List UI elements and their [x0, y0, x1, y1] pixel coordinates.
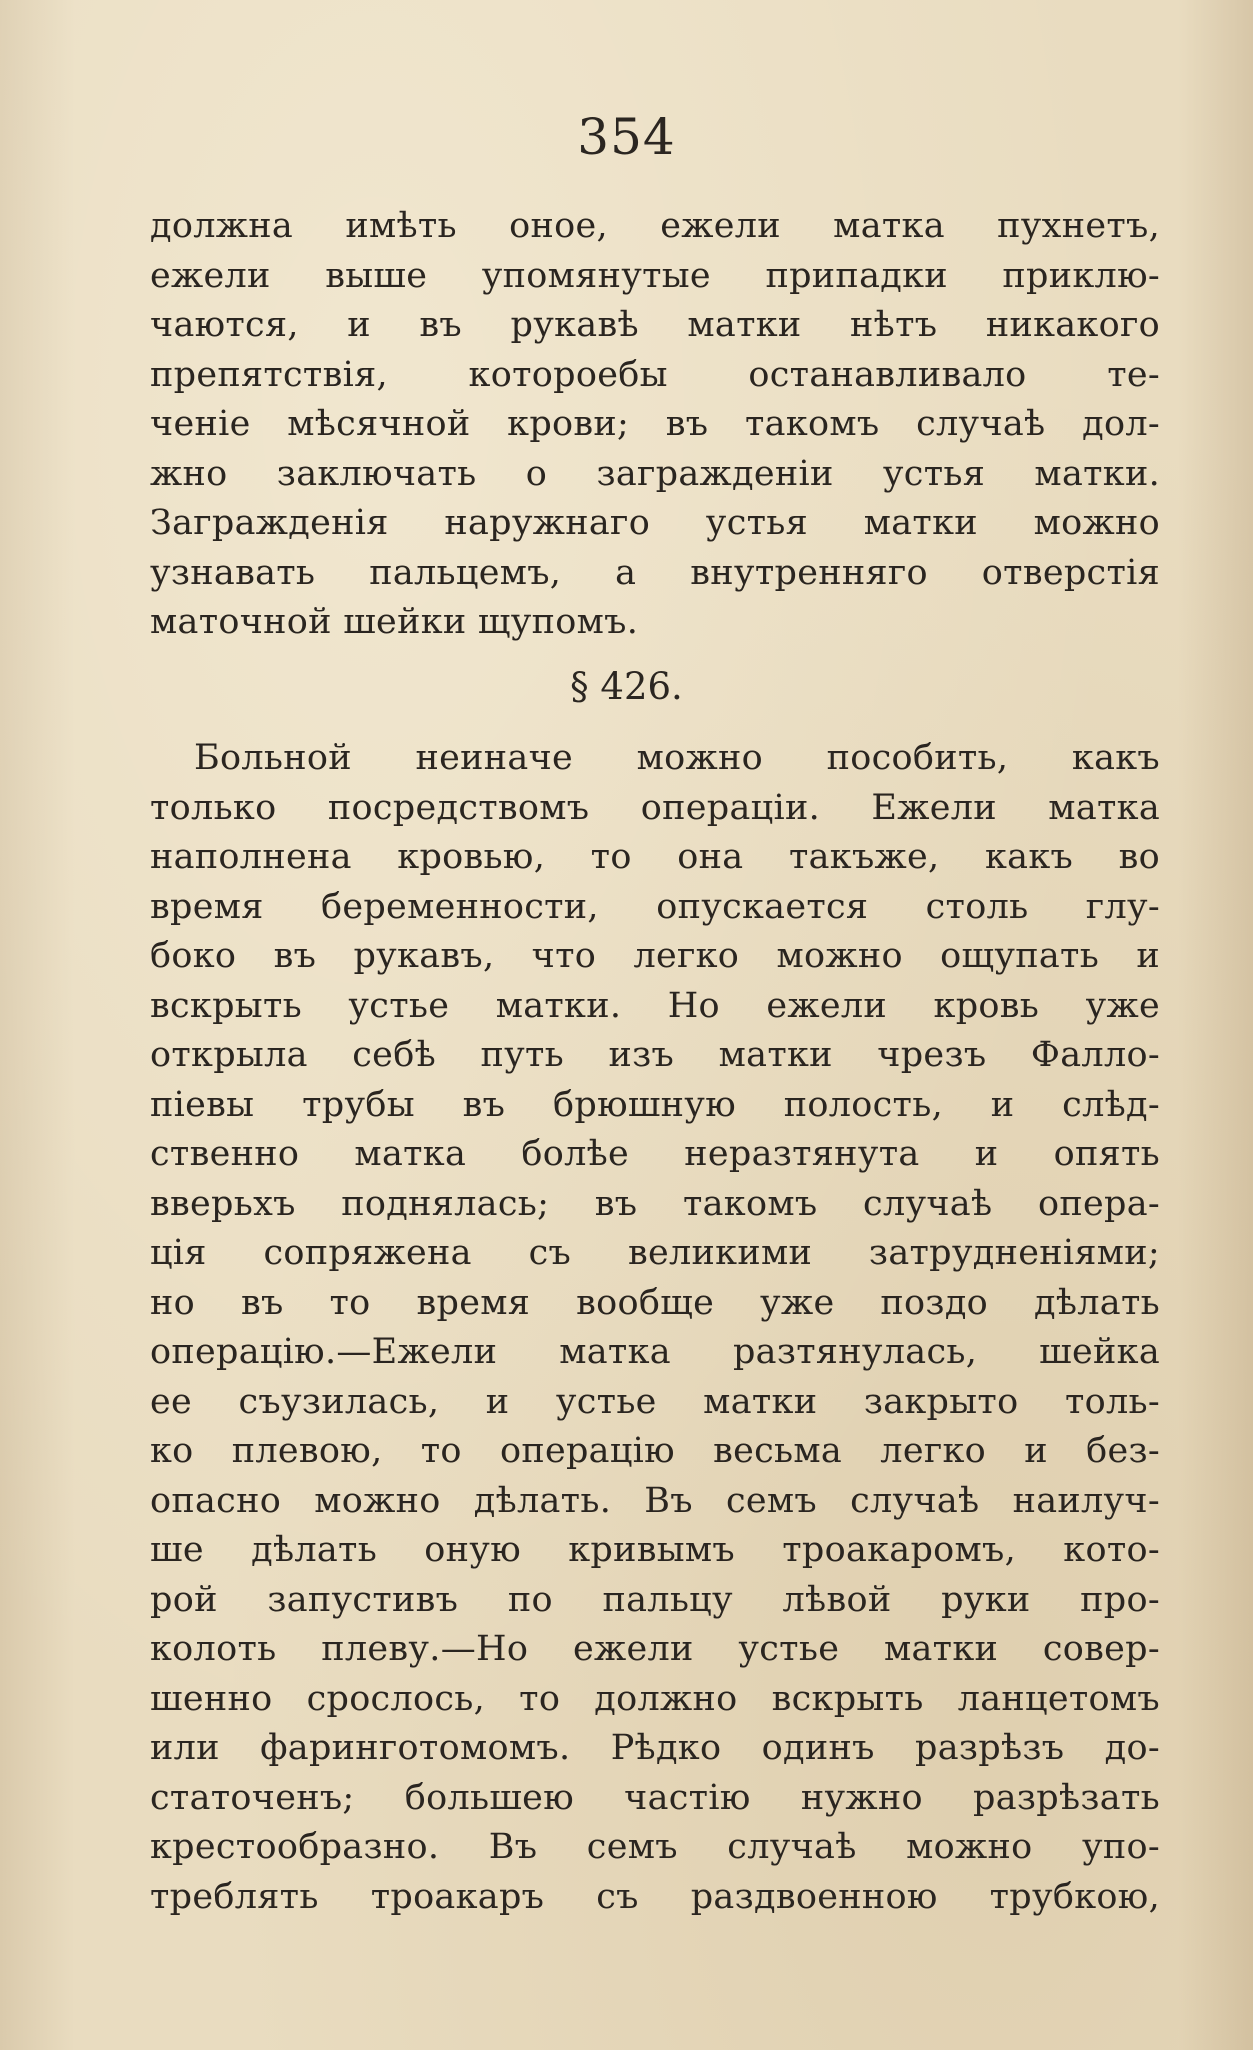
text-line: треблять троакаръ съ раздвоенною трубкою,	[150, 1876, 1160, 1917]
text-line: ченіе мѣсячной крови; въ такомъ случаѣ дол-	[150, 404, 1160, 444]
text-line: или фаринготомомъ. Рѣдко одинъ разрѣзъ до-	[150, 1728, 1160, 1768]
text-line: но въ то время вообще уже поздо дѣлать	[150, 1282, 1160, 1323]
text-line: опасно можно дѣлать. Въ семъ случаѣ наилуч-	[150, 1480, 1160, 1521]
text-line: ко плевою, то операцію весьма легко и без-	[150, 1431, 1160, 1471]
paragraph-section-426	[150, 734, 1160, 1922]
text-line: Больной неиначе можно пособить, какъ	[194, 738, 1160, 778]
page-number: 354	[577, 108, 676, 166]
text-line: должна имѣть оное, ежели матка пухнетъ,	[150, 206, 1160, 246]
text-line: препятствія, котороебы останавливало те-	[150, 354, 1160, 395]
text-line: шенно срослось, то должно вскрыть ланцетомъ	[150, 1678, 1160, 1719]
text-line: ше дѣлать оную кривымъ троакаромъ, кото-	[150, 1530, 1160, 1570]
text-line: вскрыть устье матки. Но ежели кровь уже	[150, 985, 1160, 1026]
text-line: ее съузилась, и устье матки закрыто толь-	[150, 1381, 1160, 1422]
text-line: боко въ рукавъ, что легко можно ощупать и	[150, 936, 1160, 976]
text-line: наполнена кровью, то она такъже, какъ во	[150, 837, 1160, 877]
text-line: статоченъ; большею частію нужно разрѣзать	[150, 1777, 1160, 1818]
paragraph-continued	[150, 202, 1160, 648]
text-line: узнавать пальцемъ, а внутренняго отверстія	[150, 552, 1160, 593]
text-line: маточной шейки щупомъ.	[150, 602, 639, 642]
text-line: жно заключать о загражденіи устья матки.	[150, 453, 1160, 494]
text-line: колоть плеву.—Но ежели устье матки совер-	[150, 1629, 1160, 1669]
text-line: рой запустивъ по пальцу лѣвой руки про-	[150, 1579, 1160, 1620]
text-line: ція сопряжена съ великими затрудненіями;	[150, 1233, 1160, 1273]
section-heading: § 426.	[570, 665, 683, 708]
text-line: ежели выше упомянутые припадки приклю-	[150, 255, 1160, 296]
text-line: только посредствомъ операціи. Ежели матка	[150, 787, 1160, 828]
text-line: чаются, и въ рукавѣ матки нѣтъ никакого	[150, 305, 1160, 345]
text-line: піевы трубы въ брюшную полость, и слѣд-	[150, 1084, 1160, 1125]
text-line: крестообразно. Въ семъ случаѣ можно упо-	[150, 1827, 1160, 1867]
text-line: вверьхъ поднялась; въ такомъ случаѣ опера-	[150, 1183, 1160, 1224]
text-line: операцію.—Ежели матка разтянулась, шейка	[150, 1332, 1160, 1372]
text-line: открыла себѣ путь изъ матки чрезъ Фалло-	[150, 1035, 1160, 1075]
text-line: Загражденія наружнаго устья матки можно	[150, 503, 1160, 543]
text-line: время беременности, опускается столь глу-	[150, 886, 1160, 927]
text-line: ственно матка болѣе неразтянута и опять	[150, 1134, 1160, 1174]
